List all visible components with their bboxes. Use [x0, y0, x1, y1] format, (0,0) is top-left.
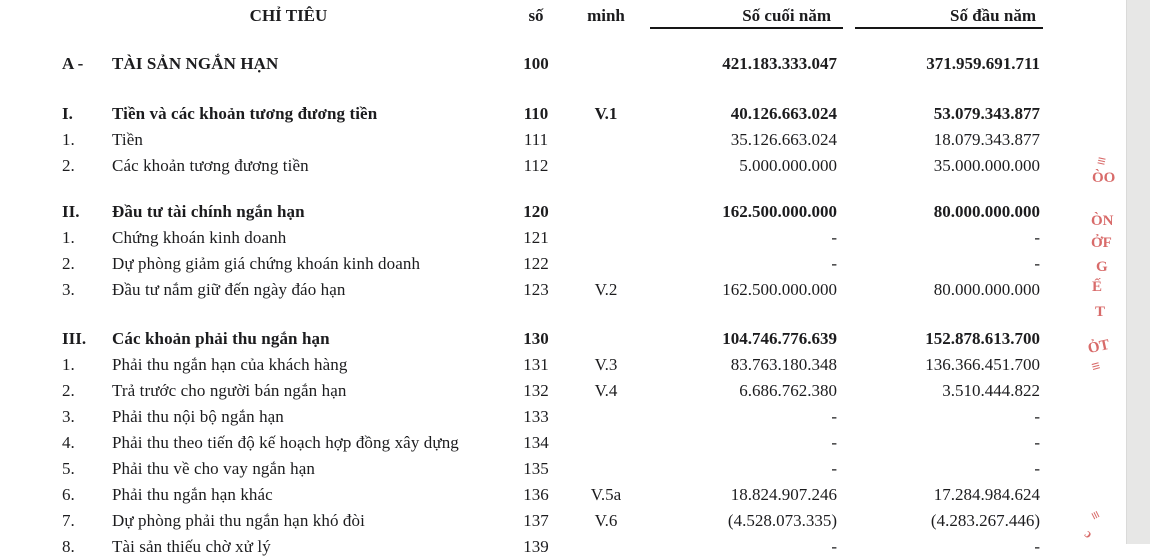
table-row	[0, 101, 1127, 127]
row-code: 135	[523, 459, 549, 478]
row-index: 7.	[62, 511, 75, 530]
header-so-dau-nam: Số đầu năm	[950, 6, 1036, 25]
row-label: Phải thu về cho vay ngắn hạn	[112, 459, 315, 478]
row-end-value: -	[831, 537, 837, 556]
row-begin-value: -	[1034, 254, 1040, 273]
header-ma-so: số	[528, 6, 544, 25]
row-index: III.	[62, 329, 87, 348]
row-end-value: 104.746.776.639	[722, 329, 837, 348]
row-note: V.3	[594, 355, 618, 374]
row-code: 132	[523, 381, 549, 400]
row-code: 110	[523, 104, 549, 123]
table-row	[0, 251, 1127, 277]
row-end-value: 5.000.000.000	[739, 156, 837, 175]
table-row	[0, 508, 1127, 534]
row-label: Tài sản thiếu chờ xử lý	[112, 537, 271, 556]
row-label: Các khoản tương đương tiền	[112, 156, 309, 175]
row-label: Dự phòng phải thu ngắn hạn khó đòi	[112, 511, 365, 530]
row-begin-value: 3.510.444.822	[942, 381, 1040, 400]
table-row	[0, 482, 1127, 508]
row-index: 2.	[62, 254, 75, 273]
row-end-value: -	[831, 228, 837, 247]
row-label: Trả trước cho người bán ngắn hạn	[112, 381, 347, 400]
row-index: 6.	[62, 485, 75, 504]
table-header-row	[0, 4, 1127, 27]
row-note: V.6	[594, 511, 618, 530]
row-begin-value: 136.366.451.700	[925, 355, 1040, 374]
row-end-value: -	[831, 254, 837, 273]
row-code: 122	[523, 254, 549, 273]
table-row	[0, 51, 1127, 77]
row-label: Đầu tư nắm giữ đến ngày đáo hạn	[112, 280, 346, 299]
row-end-value: -	[831, 433, 837, 452]
table-row	[0, 199, 1127, 225]
row-code: 131	[523, 355, 549, 374]
row-index: A -	[62, 54, 84, 73]
row-begin-value: 80.000.000.000	[933, 280, 1040, 299]
begin-column-underline	[855, 27, 1043, 29]
row-end-value: 83.763.180.348	[730, 355, 837, 374]
row-end-value: 40.126.663.024	[730, 104, 837, 123]
red-stamp-fragment: ≡	[1089, 358, 1103, 376]
row-code: 100	[523, 54, 549, 73]
row-end-value: 35.126.663.024	[730, 130, 837, 149]
row-index: 8.	[62, 537, 75, 556]
red-stamp-fragment: ÒN	[1091, 213, 1114, 229]
red-stamp-fragment: ≡	[1095, 153, 1108, 171]
table-row	[0, 430, 1127, 456]
row-end-value: 421.183.333.047	[722, 54, 837, 73]
row-code: 123	[523, 280, 549, 299]
row-begin-value: -	[1034, 537, 1040, 556]
row-code: 111	[523, 130, 549, 149]
row-code: 133	[523, 407, 549, 426]
table-row	[0, 456, 1127, 482]
row-label: Phải thu ngắn hạn của khách hàng	[112, 355, 348, 374]
red-stamp-fragment: ỞF	[1091, 235, 1112, 251]
row-index: 1.	[62, 355, 75, 374]
row-begin-value: 35.000.000.000	[933, 156, 1040, 175]
table-row	[0, 352, 1127, 378]
header-so-cuoi-nam: Số cuối năm	[742, 6, 831, 25]
row-label: Phải thu nội bộ ngắn hạn	[112, 407, 284, 426]
red-stamp-fragment: ÒO	[1092, 170, 1116, 186]
scan-edge-strip	[1126, 0, 1150, 544]
row-end-value: 18.824.907.246	[730, 485, 837, 504]
row-code: 112	[523, 156, 549, 175]
row-begin-value: -	[1034, 228, 1040, 247]
row-code: 139	[523, 537, 549, 556]
row-index: 1.	[62, 130, 75, 149]
row-begin-value: 152.878.613.700	[925, 329, 1040, 348]
row-label: Phải thu ngắn hạn khác	[112, 485, 273, 504]
row-index: 2.	[62, 156, 75, 175]
row-code: 137	[523, 511, 549, 530]
row-index: 5.	[62, 459, 75, 478]
row-label: Tiền	[112, 130, 143, 149]
row-code: 136	[523, 485, 549, 504]
row-index: II.	[62, 202, 80, 221]
row-code: 121	[523, 228, 549, 247]
row-label: TÀI SẢN NGẮN HẠN	[112, 54, 279, 73]
red-stamp-fragment: ỎT	[1086, 336, 1112, 358]
table-row	[0, 534, 1127, 560]
row-begin-value: -	[1034, 459, 1040, 478]
row-begin-value: 80.000.000.000	[933, 202, 1040, 221]
row-label: Chứng khoán kinh doanh	[112, 228, 287, 247]
table-row	[0, 225, 1127, 251]
table-row	[0, 153, 1127, 179]
table-row	[0, 277, 1127, 303]
header-index-spacer	[62, 4, 112, 27]
row-begin-value: 18.079.343.877	[933, 130, 1040, 149]
row-code: 134	[523, 433, 549, 452]
red-stamp-fragment: G	[1096, 259, 1108, 275]
table-row	[0, 404, 1127, 430]
row-begin-value: 371.959.691.711	[926, 54, 1040, 73]
table-body	[0, 51, 1127, 560]
red-stamp-fragment: ≡	[1085, 508, 1103, 523]
row-label: Đầu tư tài chính ngắn hạn	[112, 202, 305, 221]
red-stamp-fragment: ɔ	[1081, 525, 1096, 542]
row-begin-value: (4.283.267.446)	[930, 511, 1040, 530]
red-stamp-fragment: Ế	[1092, 279, 1103, 295]
row-index: 1.	[62, 228, 75, 247]
row-index: I.	[62, 104, 73, 123]
header-chi-tieu: CHỈ TIÊU	[249, 6, 328, 25]
row-index: 3.	[62, 407, 75, 426]
row-label: Dự phòng giảm giá chứng khoán kinh doanh	[112, 254, 421, 273]
row-begin-value: -	[1034, 407, 1040, 426]
row-note: V.1	[594, 104, 618, 123]
row-end-value: 162.500.000.000	[722, 280, 837, 299]
row-end-value: -	[831, 459, 837, 478]
row-index: 2.	[62, 381, 75, 400]
row-label: Các khoản phải thu ngắn hạn	[112, 329, 330, 348]
table-row	[0, 127, 1127, 153]
row-note: V.5a	[590, 485, 622, 504]
table-row	[0, 378, 1127, 404]
row-end-value: -	[831, 407, 837, 426]
row-code: 120	[523, 202, 549, 221]
row-code: 130	[523, 329, 549, 348]
row-end-value: 6.686.762.380	[739, 381, 837, 400]
row-note: V.4	[594, 381, 618, 400]
row-begin-value: -	[1034, 433, 1040, 452]
row-begin-value: 17.284.984.624	[933, 485, 1040, 504]
red-stamp-fragment: T	[1095, 304, 1106, 320]
row-label: Phải thu theo tiến độ kế hoạch hợp đồng xây dựng	[112, 433, 459, 452]
table-row	[0, 326, 1127, 352]
end-column-underline	[650, 27, 843, 29]
row-index: 4.	[62, 433, 75, 452]
row-begin-value: 53.079.343.877	[933, 104, 1040, 123]
row-index: 3.	[62, 280, 75, 299]
row-end-value: 162.500.000.000	[722, 202, 837, 221]
row-note: V.2	[594, 280, 618, 299]
header-thuyet-minh: minh	[587, 6, 625, 25]
row-label: Tiền và các khoản tương đương tiền	[112, 104, 378, 123]
row-end-value: (4.528.073.335)	[727, 511, 837, 530]
